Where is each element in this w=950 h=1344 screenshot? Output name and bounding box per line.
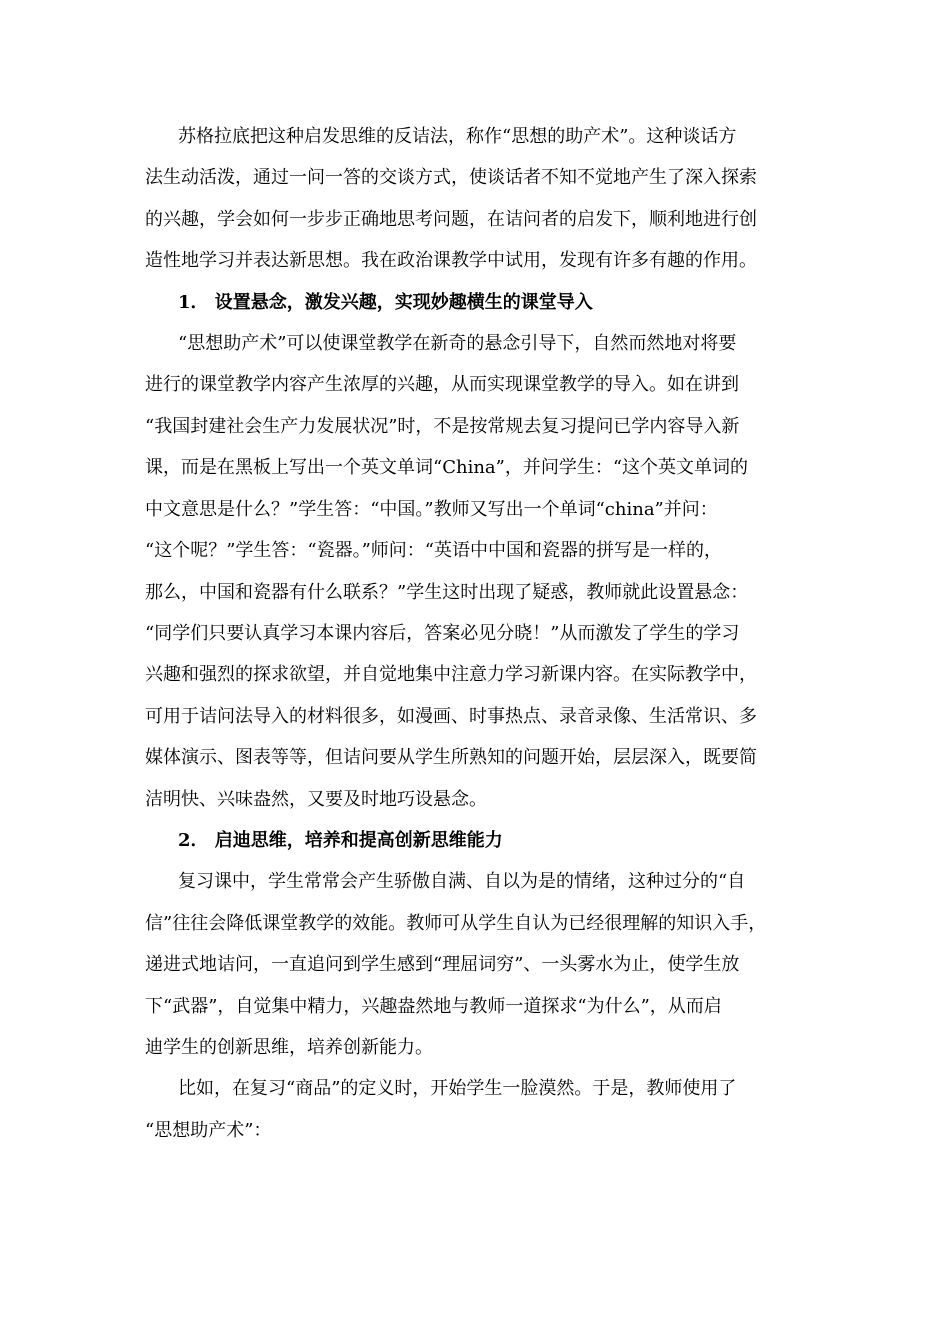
paragraph-line: 那么，中国和瓷器有什么联系？”学生这时出现了疑惑，教师就此设置悬念： xyxy=(145,582,749,603)
paragraph-line: “思想助产术”可以使课堂教学在新奇的悬念引导下，自然而然地对将要 xyxy=(178,333,737,354)
paragraph-line: 比如，在复习“商品”的定义时，开始学生一脸漠然。于是，教师使用了 xyxy=(178,1078,737,1099)
section-heading: 1． 设置悬念，激发兴趣，实现妙趣横生的课堂导入 xyxy=(178,292,593,313)
paragraph-line: 进行的课堂教学内容产生浓厚的兴趣，从而实现课堂教学的导入。如在讲到 xyxy=(145,374,739,395)
paragraph-line: 可用于诘问法导入的材料很多，如漫画、时事热点、录音录像、生活常识、多 xyxy=(145,706,757,727)
section-heading: 2． 启迪思维，培养和提高创新思维能力 xyxy=(178,830,503,851)
paragraph-line: 法生动活泼，通过一问一答的交谈方式，使谈话者不知不觉地产生了深入探索 xyxy=(145,167,757,188)
paragraph-line: 迪学生的创新思维，培养创新能力。 xyxy=(145,1037,433,1058)
paragraph-line: 下“武器”，自觉集中精力，兴趣盎然地与教师一道探求“为什么”，从而启 xyxy=(145,996,722,1017)
paragraph-line: “我国封建社会生产力发展状况”时，不是按常规去复习提问已学内容导入新 xyxy=(145,416,740,437)
paragraph-line: “同学们只要认真学习本课内容后，答案必见分晓！”从而激发了学生的学习 xyxy=(145,623,740,644)
paragraph-line: 媒体演示、图表等等，但诘问要从学生所熟知的问题开始，层层深入，既要简 xyxy=(145,747,757,768)
paragraph-line: 的兴趣，学会如何一步步正确地思考问题，在诘问者的启发下，顺利地进行创 xyxy=(145,209,757,230)
paragraph-line: 苏格拉底把这种启发思维的反诘法，称作“思想的助产术”。这种谈话方 xyxy=(178,126,737,147)
paragraph-line: 中文意思是什么？”学生答：“中国。”教师又写出一个单词“china”并问： xyxy=(145,499,718,520)
paragraph-line: 洁明快、兴味盎然，又要及时地巧设悬念。 xyxy=(145,789,487,810)
paragraph-line: “思想助产术”： xyxy=(145,1120,272,1141)
paragraph-line: 课，而是在黑板上写出一个英文单词“China”，并问学生：“这个英文单词的 xyxy=(145,457,749,478)
paragraph-line: 信”往往会降低课堂教学的效能。教师可从学生自认为已经很理解的知识入手， xyxy=(145,913,767,934)
paragraph-line: 复习课中，学生常常会产生骄傲自满、自以为是的情绪，这种过分的“自 xyxy=(178,871,746,892)
paragraph-line: 造性地学习并表达新思想。我在政治课教学中试用，发现有许多有趣的作用。 xyxy=(145,250,757,271)
paragraph-line: 兴趣和强烈的探求欲望，并自觉地集中注意力学习新课内容。在实际教学中， xyxy=(145,664,757,685)
paragraph-line: “这个呢？”学生答：“瓷器。”师问：“英语中中国和瓷器的拼写是一样的， xyxy=(145,540,723,561)
paragraph-line: 递进式地诘问，一直追问到学生感到“理屈词穷”、一头雾水为止，使学生放 xyxy=(145,954,740,975)
